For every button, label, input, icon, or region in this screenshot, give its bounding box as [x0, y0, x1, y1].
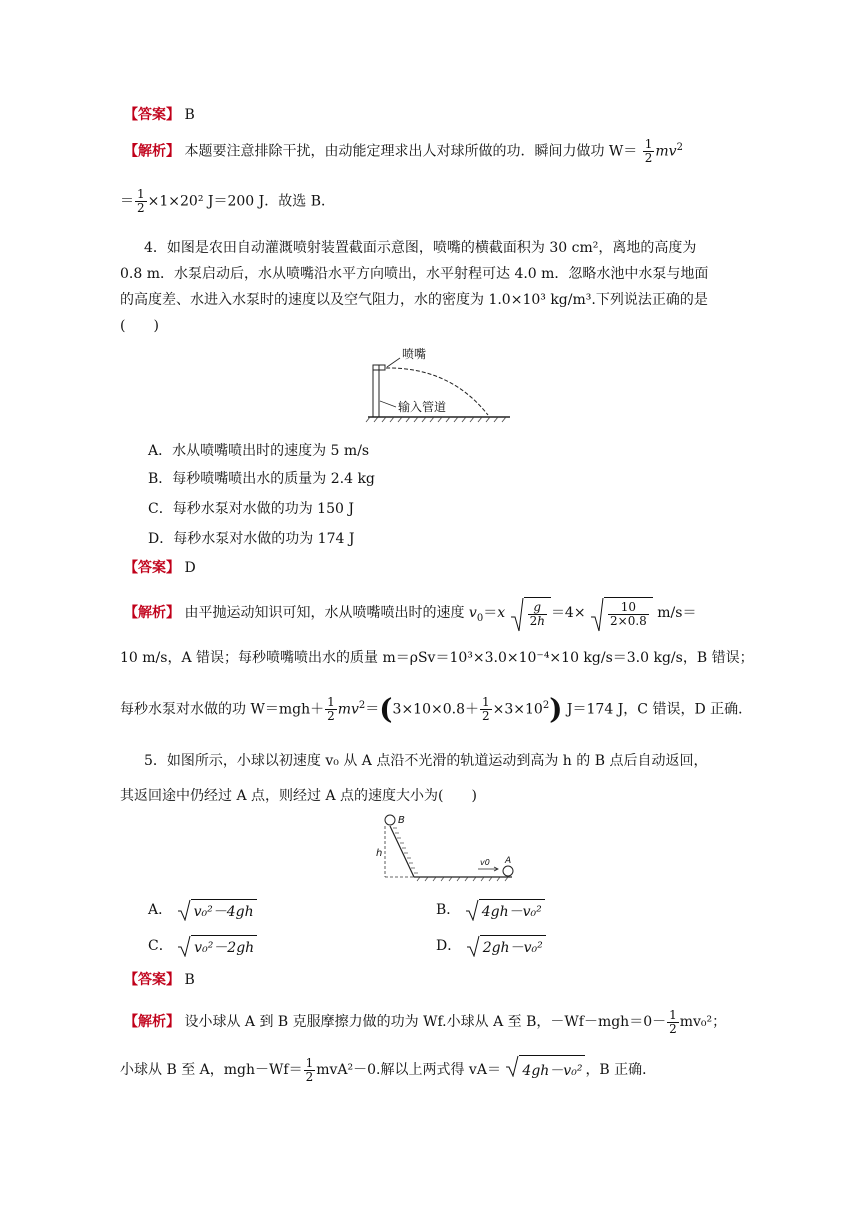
q4-option-c: C．每秒水泵对水做的功为 150 J: [148, 501, 354, 517]
q4-stem-line2: 0.8 m．水泵启动后，水从喷嘴沿水平方向喷出，水平射程可达 4.0 m．忽略水池中水泵与地面: [120, 266, 709, 282]
q5-option-a: A． v₀²－4gh: [148, 899, 257, 921]
q4-option-b: B．每秒喷嘴喷出水的质量为 2.4 kg: [148, 471, 375, 487]
q4-analysis-text3: 每秒水泵对水做的功 W＝mgh＋: [120, 701, 325, 718]
answer-tag: 【答案】: [124, 560, 180, 576]
track-diagram: [370, 812, 530, 884]
q4-analysis-text1: 由平抛运动知识可知，水从喷嘴喷出时的速度: [184, 605, 465, 621]
q5-option-c: C． v₀²－2gh: [148, 935, 257, 957]
fraction-half: $\frac{1}{2}$: [644, 137, 653, 166]
q5-analysis-line1: 【解析】 设小球从 A 到 B 克服摩擦力做的功为 Wf.小球从 A 至 B，－Wf－mgh＝0－ $\frac{1}{2}$ mv₀²；: [124, 1007, 727, 1036]
q4-analysis-line1: 【解析】 由平抛运动知识可知，水从喷嘴喷出时的速度 $v_0=x$ $\frac{g}{2h}$ ＝4× $\frac{10}{2\times 0.8}$ m/s＝: [124, 597, 696, 634]
q4-analysis-text1b: m/s＝: [657, 605, 697, 621]
analysis-text: 本题要注意排除干扰，由动能定理求出人对球所做的功．瞬间力做功 W＝: [184, 143, 638, 160]
answer-value: B: [184, 107, 195, 123]
q4-analysis-line3: 每秒水泵对水做的功 W＝mgh＋ $\frac{1}{2}$ $mv^2=(3\times 10\times 0.8+$ $\frac{1}{2}$ $\times 3\times 10^2$) J＝174 J，C 错误，D 正确．: [120, 692, 753, 726]
label-b: B: [398, 815, 405, 826]
analysis-tag: 【解析】: [124, 605, 180, 621]
q4-analysis-line2: 10 m/s，A 错误；每秒喷嘴喷出水的质量 m＝ρSv＝10³×3.0×10⁻⁴×10 kg/s＝3.0 kg/s，B 错误；: [120, 650, 754, 666]
answer-tag: 【答案】: [124, 107, 180, 123]
q4-option-d: D．每秒水泵对水做的功为 174 J: [148, 531, 355, 547]
analysis-tag: 【解析】: [124, 1014, 180, 1030]
answer-tag: 【答案】: [124, 972, 180, 988]
q5-option-d: D． 2gh－v₀²: [436, 935, 546, 957]
q4-answer-line: [124, 558, 196, 578]
analysis-line-3b: ＝ $\frac{1}{2}$ ×1×20² J＝200 J．故选 B．: [120, 187, 336, 215]
q5-option-b: B． 4gh－v₀²: [436, 899, 545, 921]
answer-value: D: [184, 560, 196, 576]
label-v0: v0: [480, 858, 490, 867]
answer-line-3: [124, 105, 195, 125]
analysis-tag: 【解析】: [124, 143, 180, 160]
sprinkler-diagram: [360, 345, 520, 425]
pipe-label: 输入管道: [398, 400, 447, 414]
sqrt-g-over-2h: $\frac{g}{2h}$: [510, 597, 551, 629]
q4-stem-line1: 4．如图是农田自动灌溉喷射装置截面示意图，喷嘴的横截面积为 30 cm²，离地的高度为: [144, 240, 697, 256]
q5-stem-line2: 其返回途中仍经过 A 点，则经过 A 点的速度大小为( ): [120, 788, 477, 804]
analysis-text2: ×1×20² J＝200 J．故选 B．: [147, 193, 336, 210]
label-a: A: [505, 856, 512, 866]
fraction-half: $\frac{1}{2}$: [137, 187, 145, 215]
q5-answer-line: [124, 970, 195, 990]
analysis-line-3a: 【解析】 本题要注意排除干扰，由动能定理求出人对球所做的功．瞬间力做功 W＝ $\frac{1}{2}$ $mv^2$: [124, 137, 683, 166]
q4-analysis-text3b: J＝174 J，C 错误，D 正确．: [566, 701, 753, 718]
answer-value: B: [184, 972, 195, 988]
q4-option-a: A．水从喷嘴喷出时的速度为 5 m/s: [148, 443, 370, 459]
q5-stem-line1: 5．如图所示，小球以初速度 v₀ 从 A 点沿不光滑的轨道运动到高为 h 的 B 点后自动返回，: [144, 753, 708, 769]
sqrt-10-over-1.6: $\frac{10}{2\times 0.8}$: [590, 597, 653, 629]
q5-analysis-line2: 小球从 B 至 A，mgh－Wf＝ $\frac{1}{2}$ mvA²－0.解以上两式得 vA＝ 4gh－v₀² ，B 正确．: [120, 1055, 657, 1084]
nozzle-label: 喷嘴: [402, 347, 427, 361]
q4-stem-line3: 的高度差、水进入水泵时的速度以及空气阻力，水的密度为 1.0×10³ kg/m³.下列说法正确的是: [120, 292, 708, 308]
label-h: h: [376, 848, 383, 859]
q4-stem-line4: ( ): [120, 318, 159, 334]
